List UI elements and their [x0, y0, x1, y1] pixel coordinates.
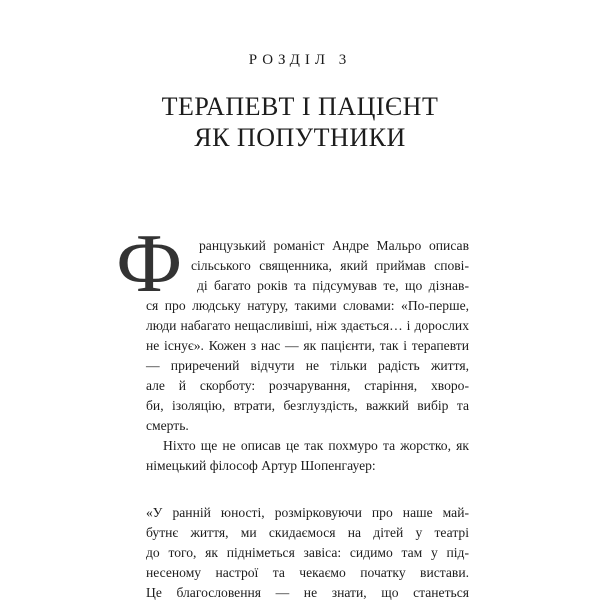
quote-line: «У ранній юності, розмірковуючи про наше май-	[146, 505, 469, 520]
chapter-title-line-2: ЯК ПОПУТНИКИ	[194, 123, 406, 152]
paragraph-1-line: люди набагато нещасливіші, ніж здається… і дорослих	[146, 318, 469, 333]
paragraph-1-line: ранцузький романіст Андре Мальро описав	[199, 238, 469, 253]
quote-line: до того, як підніметься завіса: сидимо там у під-	[146, 545, 469, 560]
paragraph-1-line: сільського священника, який приймав спові-	[191, 258, 469, 273]
paragraph-1-line: але й скорботу: розчарування, старіння, хворо-	[146, 378, 469, 393]
drop-cap: Ф	[116, 217, 183, 310]
paragraph-1-line: — приречений відчути не тільки радість життя,	[146, 358, 469, 373]
paragraph-1-line: не існує». Кожен з нас — як пацієнти, так і терапевти	[146, 338, 469, 353]
paragraph-1-line: ся про людську натуру, такими словами: «По-перше,	[146, 298, 469, 313]
paragraph-1-line: смерть.	[146, 418, 189, 433]
quote-line: бутнє життя, ми скидаємося на дітей у театрі	[146, 525, 469, 540]
chapter-title-line-1: ТЕРАПЕВТ І ПАЦІЄНТ	[161, 92, 439, 121]
chapter-label: РОЗДІЛ 3	[248, 52, 352, 68]
quote-line: Це благословення — не знати, що станеться	[146, 585, 469, 600]
paragraph-2-line: Ніхто ще не описав це так похмуро та жорстко, як	[163, 438, 469, 453]
paragraph-2-line: німецький філософ Артур Шопенгауер:	[146, 458, 376, 473]
paragraph-1-line: ді багато років та підсумував те, що дізнав-	[197, 278, 469, 293]
quote-line: несеному настрої та чекаємо початку вистави.	[146, 565, 469, 580]
chapter-title	[0, 91, 600, 153]
paragraph-1-line: би, ізоляцію, втрати, безглуздість, важкий вибір та	[146, 398, 469, 413]
